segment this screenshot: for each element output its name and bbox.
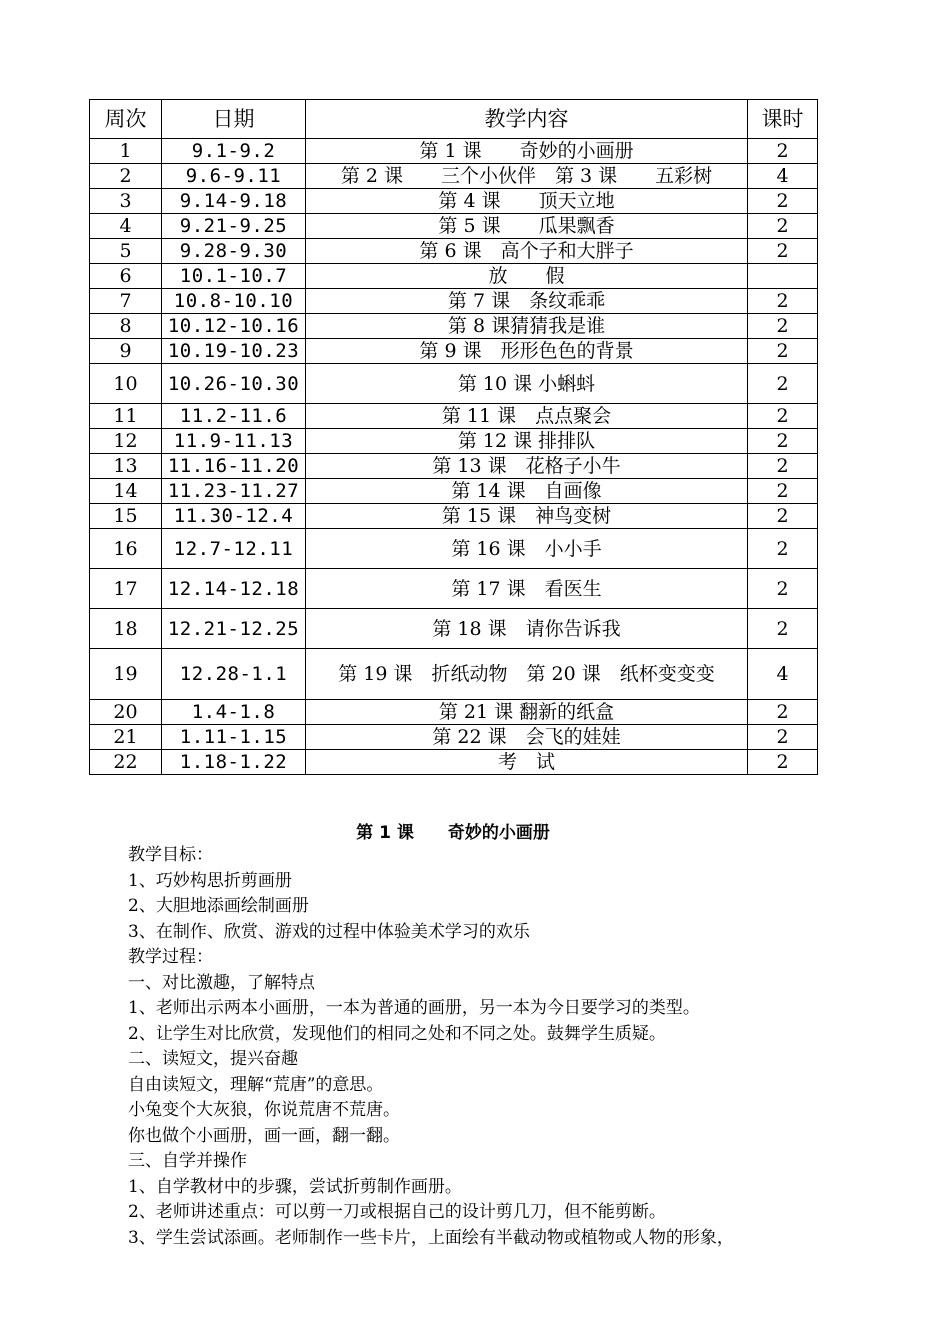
lesson-paragraph: 2、让学生对比欣赏，发现他们的相同之处和不同之处。鼓舞学生质疑。 (128, 1023, 666, 1044)
hours-cell: 2 (748, 239, 818, 264)
hours-cell: 2 (748, 529, 818, 569)
hours-cell: 2 (748, 214, 818, 239)
lesson-paragraph: 3、在制作、欣赏、游戏的过程中体验美术学习的欢乐 (128, 921, 530, 942)
table-row (90, 404, 818, 429)
week-cell: 5 (90, 239, 162, 264)
lesson-paragraph: 1、自学教材中的步骤，尝试折剪制作画册。 (128, 1176, 462, 1197)
content-cell: 第 12 课 排排队 (306, 429, 748, 454)
content-cell: 放 假 (306, 264, 748, 289)
lesson-paragraph: 教学目标： (128, 845, 213, 865)
week-cell: 3 (90, 189, 162, 214)
hours-cell: 4 (748, 164, 818, 189)
content-cell: 第 9 课 形形色色的背景 (306, 339, 748, 364)
hours-cell: 2 (748, 289, 818, 314)
hours-cell: 2 (748, 339, 818, 364)
week-cell: 4 (90, 214, 162, 239)
lesson-body (128, 843, 828, 1251)
date-cell: 11.9-11.13 (162, 429, 306, 454)
date-cell: 1.4-1.8 (162, 700, 306, 725)
week-cell: 6 (90, 264, 162, 289)
week-cell: 18 (90, 609, 162, 649)
hours-cell: 2 (748, 569, 818, 609)
table-row (90, 479, 818, 504)
date-cell: 11.30-12.4 (162, 504, 306, 529)
hours-cell: 2 (748, 479, 818, 504)
hours-cell: 2 (748, 454, 818, 479)
lesson-paragraph: 二、读短文，提兴奋趣 (128, 1049, 298, 1069)
date-cell: 10.19-10.23 (162, 339, 306, 364)
content-cell: 第 15 课 神鸟变树 (306, 504, 748, 529)
week-cell: 7 (90, 289, 162, 314)
lesson-paragraph: 2、老师讲述重点：可以剪一刀或根据自己的设计剪几刀，但不能剪断。 (128, 1202, 666, 1222)
content-cell: 第 11 课 点点聚会 (306, 404, 748, 429)
week-cell: 16 (90, 529, 162, 569)
week-cell: 2 (90, 164, 162, 189)
lesson-paragraph: 1、巧妙构思折剪画册 (128, 870, 292, 891)
content-cell: 第 22 课 会飞的娃娃 (306, 725, 748, 750)
header-week: 周次 (90, 100, 162, 139)
lesson-paragraph: 你也做个小画册，画一画，翻一翻。 (128, 1125, 400, 1146)
hours-cell: 2 (748, 404, 818, 429)
week-cell: 13 (90, 454, 162, 479)
table-row (90, 504, 818, 529)
content-cell: 第 19 课 折纸动物 第 20 课 纸杯变变变 (306, 649, 748, 700)
hours-cell (748, 264, 818, 289)
week-cell: 19 (90, 649, 162, 700)
date-cell: 10.26-10.30 (162, 364, 306, 404)
date-cell: 1.18-1.22 (162, 750, 306, 775)
week-cell: 8 (90, 314, 162, 339)
date-cell: 1.11-1.15 (162, 725, 306, 750)
date-cell: 10.12-10.16 (162, 314, 306, 339)
table-row (90, 214, 818, 239)
table-row (90, 529, 818, 569)
week-cell: 21 (90, 725, 162, 750)
week-cell: 17 (90, 569, 162, 609)
hours-cell: 2 (748, 750, 818, 775)
content-cell: 第 5 课 瓜果飘香 (306, 214, 748, 239)
table-row (90, 164, 818, 189)
content-cell: 第 21 课 翻新的纸盒 (306, 700, 748, 725)
schedule-header-row (90, 100, 818, 139)
date-cell: 9.1-9.2 (162, 139, 306, 164)
table-row (90, 750, 818, 775)
date-cell: 12.28-1.1 (162, 649, 306, 700)
date-cell: 11.2-11.6 (162, 404, 306, 429)
content-cell: 第 7 课 条纹乖乖 (306, 289, 748, 314)
content-cell: 第 17 课 看医生 (306, 569, 748, 609)
content-cell: 第 16 课 小小手 (306, 529, 748, 569)
week-cell: 1 (90, 139, 162, 164)
week-cell: 12 (90, 429, 162, 454)
lesson-paragraph: 2、大胆地添画绘制画册 (128, 896, 309, 916)
content-cell: 第 1 课 奇妙的小画册 (306, 139, 748, 164)
lesson-paragraph: 三、自学并操作 (128, 1151, 247, 1171)
table-row (90, 189, 818, 214)
hours-cell: 2 (748, 429, 818, 454)
content-cell: 第 2 课 三个小伙伴 第 3 课 五彩树 (306, 164, 748, 189)
content-cell: 考 试 (306, 750, 748, 775)
date-cell: 9.21-9.25 (162, 214, 306, 239)
date-cell: 12.14-12.18 (162, 569, 306, 609)
hours-cell: 2 (748, 504, 818, 529)
hours-cell: 2 (748, 609, 818, 649)
lesson-paragraph: 小兔变个大灰狼，你说荒唐不荒唐。 (128, 1100, 400, 1120)
lesson-paragraph: 一、对比激趣，了解特点 (128, 972, 315, 993)
content-cell: 第 6 课 高个子和大胖子 (306, 239, 748, 264)
date-cell: 11.16-11.20 (162, 454, 306, 479)
week-cell: 9 (90, 339, 162, 364)
header-content: 教学内容 (306, 100, 748, 139)
table-row (90, 429, 818, 454)
lesson-paragraph: 3、学生尝试添画。老师制作一些卡片，上面绘有半截动物或植物或人物的形象， (128, 1227, 734, 1248)
header-date: 日期 (162, 100, 306, 139)
hours-cell: 4 (748, 649, 818, 700)
content-cell: 第 13 课 花格子小牛 (306, 454, 748, 479)
week-cell: 11 (90, 404, 162, 429)
date-cell: 9.6-9.11 (162, 164, 306, 189)
date-cell: 10.8-10.10 (162, 289, 306, 314)
table-row (90, 339, 818, 364)
week-cell: 15 (90, 504, 162, 529)
date-cell: 12.21-12.25 (162, 609, 306, 649)
table-row (90, 725, 818, 750)
content-cell: 第 18 课 请你告诉我 (306, 609, 748, 649)
content-cell: 第 14 课 自画像 (306, 479, 748, 504)
table-row (90, 569, 818, 609)
date-cell: 11.23-11.27 (162, 479, 306, 504)
hours-cell: 2 (748, 139, 818, 164)
hours-cell: 2 (748, 189, 818, 214)
week-cell: 20 (90, 700, 162, 725)
table-row (90, 264, 818, 289)
date-cell: 9.14-9.18 (162, 189, 306, 214)
schedule-table (89, 99, 818, 775)
lesson-paragraph: 教学过程： (128, 947, 213, 967)
header-hours: 课时 (748, 100, 818, 139)
table-row (90, 454, 818, 479)
date-cell: 9.28-9.30 (162, 239, 306, 264)
lesson-paragraph: 自由读短文，理解“荒唐”的意思。 (128, 1074, 384, 1095)
table-row (90, 649, 818, 700)
table-row (90, 314, 818, 339)
content-cell: 第 10 课 小蝌蚪 (306, 364, 748, 404)
hours-cell: 2 (748, 314, 818, 339)
table-row (90, 289, 818, 314)
hours-cell: 2 (748, 700, 818, 725)
table-row (90, 239, 818, 264)
table-row (90, 700, 818, 725)
date-cell: 12.7-12.11 (162, 529, 306, 569)
lesson-paragraph: 1、老师出示两本小画册，一本为普通的画册，另一本为今日要学习的类型。 (128, 998, 700, 1018)
hours-cell: 2 (748, 364, 818, 404)
lesson-title: 第 1 课 奇妙的小画册 (356, 823, 550, 843)
week-cell: 22 (90, 750, 162, 775)
hours-cell: 2 (748, 725, 818, 750)
table-row (90, 609, 818, 649)
content-cell: 第 8 课猜猜我是谁 (306, 314, 748, 339)
week-cell: 10 (90, 364, 162, 404)
date-cell: 10.1-10.7 (162, 264, 306, 289)
table-row (90, 139, 818, 164)
content-cell: 第 4 课 顶天立地 (306, 189, 748, 214)
table-row (90, 364, 818, 404)
week-cell: 14 (90, 479, 162, 504)
